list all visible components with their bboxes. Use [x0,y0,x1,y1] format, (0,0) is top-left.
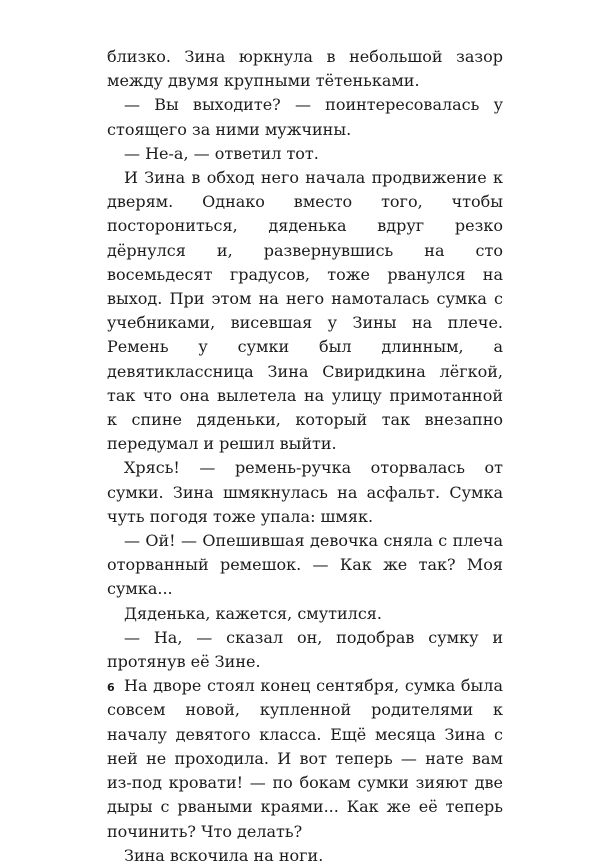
page-number: 6 [107,681,115,694]
paragraph: — Ой! — Опешившая девочка сняла с плеча оторванный ремешок. — Как же так? Моя сумка... [107,531,503,599]
paragraph: Хрясь! — ремень-ручка оторвалась от сумки. Зина шмякнулась на асфальт. Сумка чуть погодя тоже упала: шмяк. [107,458,503,526]
paragraph: — Не-а, — ответил тот. [124,143,319,163]
paragraph: Дяденька, кажется, смутился. [124,603,382,623]
paragraph: — На, — сказал он, подобрав сумку и протянув её Зине. [107,627,503,672]
body-text [107,45,503,868]
paragraph: — Вы выходите? — поинтересовалась у стоящего за ними мужчины. [107,95,503,139]
paragraph: Зина вскочила на ноги. [124,845,324,865]
paragraph-continuation: близко. Зина юркнула в небольшой зазор между двумя крупными тётеньками. [107,47,503,91]
paragraph: На дворе стоял конец сентября, сумка была совсем новой, купленной родителями к началу девятого класса. Ещё месяца Зина с ней не проходила. И вот теперь — нате вам из-под кровати! — по бокам сумки зияют две дыры с рваными краями... Как же её теперь починить? Что делать? [107,676,503,841]
paragraph: И Зина в обход него начала продвижение к дверям. Однако вместо того, чтобы посторониться, дяденька вдруг резко дёрнулся и, развернувшись на сто восемьдесят градусов, тоже рванулся на выход. При этом на него намоталась сумка с учебниками, висевшая у Зины на плече. Ремень у сумки был длинным, а девятиклассница Зина Свиридкина лёгкой, так что она вылетела на улицу примотанной к спине дяденьки, который так внезапно передумал и решил выйти. [107,168,503,454]
